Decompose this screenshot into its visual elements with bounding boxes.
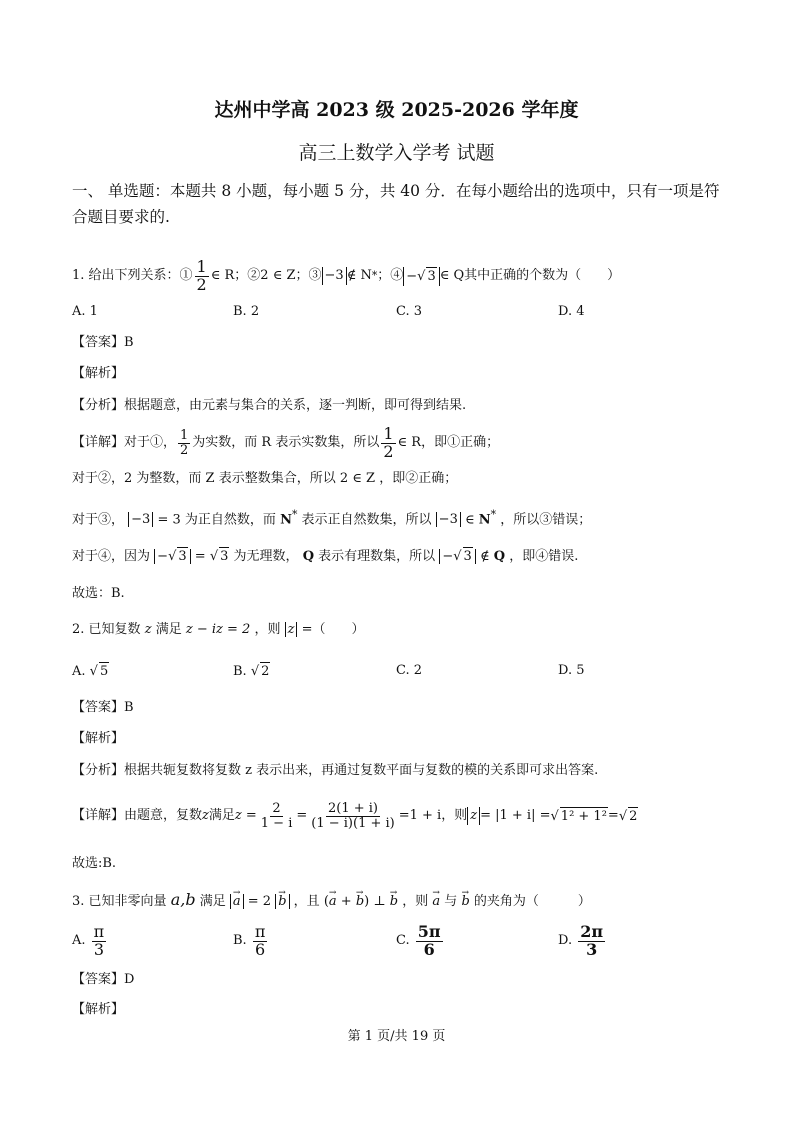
page-footer: 第 1 页/共 19 页: [347, 1029, 446, 1044]
q2-analysis: 【分析】根据共轭复数将复数 z 表示出来，再通过复数平面与复数的模的关系即可求出答案.: [72, 763, 599, 778]
q1-stem-suffix: 其中正确的个数为（ ）: [464, 268, 621, 283]
q1-rel1: ∈ R: [210, 268, 235, 283]
q1-analysis: 【分析】根据题意，由元素与集合的关系，逐一判断，即可得到结果.: [72, 398, 467, 413]
q3-choice-b: B. π 6: [233, 922, 266, 959]
q1-rel2: 2 ∈ Z: [260, 268, 296, 283]
q1-detail-fraction-2: 1 2: [383, 423, 394, 461]
document-title-line2: 高三上数学入学考 试题: [298, 142, 495, 164]
q2-choice-d: D. 5: [558, 663, 585, 678]
q1-final: 故选：B.: [72, 586, 125, 601]
q1-choice-d: D. 4: [558, 304, 585, 319]
q1-rel4: ∈ Q: [439, 268, 465, 283]
q2-analysis-label: 【解析】: [72, 731, 125, 746]
q3-answer: 【答案】D: [72, 972, 135, 987]
q1-detail-1: 【详解】对于①， 1 2 为实数，而 R 表示实数集，所以 1 2 ∈ R ，即①正确；: [72, 423, 500, 461]
section-heading-line2: 合题目要求的.: [72, 208, 170, 226]
q1-rel3: ∉ N: [346, 268, 372, 283]
q1-rel3-abs: −3: [322, 267, 347, 285]
q1-detail-3: 对于③， −3 = 3 为正自然数，而 N* 表示正自然数集，所以 −3 ∈ N* ，所以③错误；: [72, 508, 592, 528]
q2-choice-c: C. 2: [396, 663, 423, 678]
q1-answer: 【答案】B: [72, 335, 134, 350]
q2-choice-a: A. √ 5: [72, 664, 109, 679]
q1-detail-4: 对于④，因为 −√ 3 = √ 3 为无理数， Q 表示有理数集，所以 −√ 3 ∉ Q ，即④错误.: [72, 549, 579, 564]
question-1-stem: 1. 给出下列关系：① 1 2 ∈ R ；② 2 ∈ Z ；③ −3 ∉ N * ；④ −√ 3 ∈ Q 其中正确的个数为（ ）: [72, 256, 621, 294]
q2-detail: 【详解】由题意，复数 z 满足 z = $\frac{2}{1 - i}$ = $\frac{2(1 + i)}{(1 - i)(1 + i)}$ =1 + i ，则 z = |1 + i| = √ 1² + 1² = √ 2: [72, 800, 638, 831]
q2-choice-b: B. √ 2: [233, 664, 270, 679]
q1-detail-fraction: 1 2: [180, 427, 189, 458]
q1-analysis-label: 【解析】: [72, 366, 125, 381]
q3-analysis-label: 【解析】: [72, 1002, 125, 1017]
q3-choice-c: C. 5π 6: [396, 922, 441, 959]
q1-rel4-abs: −√ 3: [403, 267, 439, 286]
q1-stem-prefix: 1. 给出下列关系：①: [72, 268, 193, 283]
q1-choice-a: A. 1: [72, 304, 98, 319]
question-2-stem: 2. 已知复数 z 满足 z − iz = 2 ，则 z =（ ）: [72, 622, 365, 637]
q2-answer: 【答案】B: [72, 700, 134, 715]
q2-final: 故选:B.: [72, 856, 117, 871]
q1-choice-b: B. 2: [233, 304, 260, 319]
section-heading-line1: 一、 单选题：本题共 8 小题，每小题 5 分，共 40 分．在每小题给出的选项中，只有一项是符: [72, 182, 720, 200]
q1-detail-2: 对于②，2 为整数，而 Z 表示整数集合，所以 2 ∈ Z ，即②正确；: [72, 471, 458, 486]
q1-fraction-half: 1 2: [196, 256, 207, 294]
q3-choice-a: A. π 3: [72, 922, 105, 959]
document-title-line1: 达州中学高 2023 级 2025-2026 学年度: [214, 99, 579, 121]
q1-choice-c: C. 3: [396, 304, 423, 319]
question-3-stem: 3. 已知非零向量 a,b 满足 → a = 2 → b ，且 (→ a + → b) ⊥ → b ，则 → a 与 → b 的夹角为（ ）: [72, 891, 591, 911]
q3-choice-d: D. 2π 3: [558, 922, 604, 959]
